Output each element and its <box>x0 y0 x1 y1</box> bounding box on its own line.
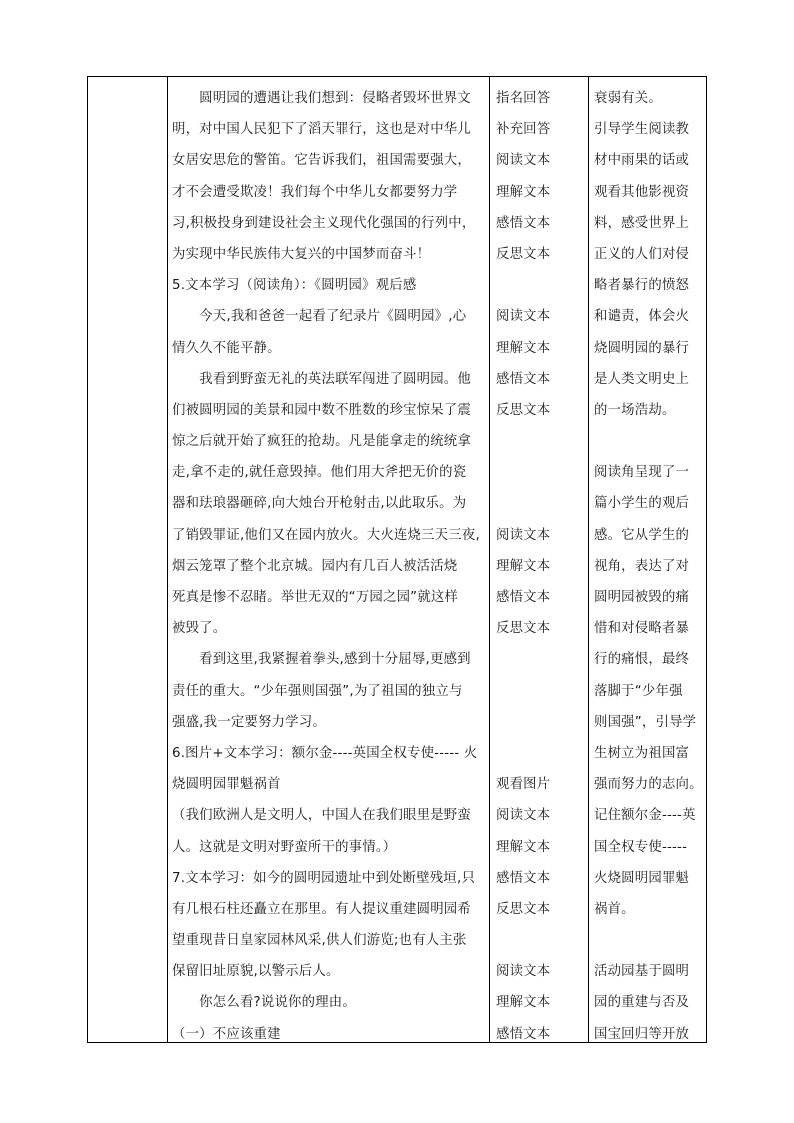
activity-line <box>496 707 588 738</box>
design-intent-column <box>594 83 704 1050</box>
content-line: 看到这里,我紧握着拳头,感到十分屈辱,更感到 <box>172 652 471 668</box>
content-line: 习,积极投身到建设社会主义现代化强国的行列中， <box>172 215 476 231</box>
content-line: 们被圆明园的美景和园中数不胜数的珍宝惊呆了震 <box>172 402 471 418</box>
column-divider <box>489 77 490 1042</box>
content-line: 有几根石柱还矗立在那里。有人提议重建圆明园希 <box>172 901 471 917</box>
activity-line <box>496 925 588 956</box>
activity-line: 感悟文本 <box>496 1026 551 1042</box>
intent-line: 活动园基于圆明 <box>594 964 690 980</box>
intent-line: 感。它从学生的 <box>594 527 690 543</box>
content-line: 死真是惨不忍睹。举世无双的“万园之园”就这样 <box>172 590 459 605</box>
content-line: 烟云笼罩了整个北京城。园内有几百人被活活烧 <box>172 558 458 574</box>
activity-line <box>496 270 588 301</box>
activity-line: 阅读文本 <box>496 153 551 169</box>
content-line: （我们欧洲人是文明人，中国人在我们眼里是野蛮 <box>172 808 471 824</box>
content-line: 人。这就是文明对野蛮所干的事情。） <box>172 839 397 855</box>
activity-line: 补充回答 <box>496 122 551 138</box>
intent-line: 观看其他影视资 <box>594 184 690 200</box>
content-line: 惊之后就开始了疯狂的抢劫。凡是能拿走的统统拿 <box>172 434 471 450</box>
content-line: 器和珐琅器砸碎,向大烛台开枪射击,以此取乐。为 <box>172 496 467 512</box>
intent-line: 材中雨果的话或 <box>594 153 690 169</box>
activity-line: 阅读文本 <box>496 527 551 543</box>
intent-line: 的一场浩劫。 <box>594 402 676 418</box>
intent-line: 惜和对侵略者暴 <box>594 621 690 637</box>
content-line: 被毁了。 <box>172 621 227 637</box>
activity-line: 反思文本 <box>496 901 551 917</box>
activity-line: 观看图片 <box>496 777 551 793</box>
intent-line <box>594 426 704 457</box>
activity-line: 阅读文本 <box>496 964 551 980</box>
intent-line: 篇小学生的观后 <box>594 496 690 512</box>
intent-line: 行的痛恨，最终 <box>594 652 690 668</box>
activity-line <box>496 738 588 769</box>
intent-line: 引导学生阅读教 <box>594 122 690 138</box>
activity-line: 理解文本 <box>496 839 551 855</box>
intent-line: 生树立为祖国富 <box>594 745 690 761</box>
intent-line <box>594 925 704 956</box>
intent-line: 视角，表达了对 <box>594 558 690 574</box>
intent-line: 衰弱有关。 <box>594 91 662 106</box>
intent-line: 强而努力的志向。 <box>594 777 703 793</box>
teaching-content-column <box>172 83 487 1050</box>
column-divider <box>167 77 168 1042</box>
content-line: （一）不应该重建 <box>172 1026 281 1042</box>
activity-line <box>496 644 588 675</box>
activity-line <box>496 426 588 457</box>
content-line: 我看到野蛮无礼的英法联军闯进了圆明园。他 <box>172 371 471 387</box>
content-line: 情久久不能平静。 <box>172 340 281 356</box>
activity-line: 理解文本 <box>496 184 551 200</box>
activity-line: 理解文本 <box>496 995 551 1011</box>
content-line: 望重现昔日皇家园林风采,供人们游览;也有人主张 <box>172 933 467 949</box>
activity-line: 感悟文本 <box>496 590 551 605</box>
activity-line: 阅读文本 <box>496 808 551 824</box>
intent-line: 略者暴行的愤怒 <box>594 278 690 294</box>
activity-line: 感悟文本 <box>496 870 551 886</box>
column-divider <box>588 77 589 1042</box>
intent-line: 是人类文明史上 <box>594 371 690 387</box>
intent-line: 正义的人们对侵 <box>594 246 690 262</box>
content-line: 圆明园的遭遇让我们想到：侵略者毁坏世界文 <box>172 91 471 106</box>
intent-line: 和谴责，体会火 <box>594 309 690 325</box>
intent-line: 阅读角呈现了一 <box>594 465 690 481</box>
intent-line: 园的重建与否及 <box>594 995 690 1011</box>
intent-line: 则国强”，引导学 <box>594 714 697 730</box>
intent-line: 火烧圆明园罪魁 <box>594 870 690 886</box>
lesson-plan-table <box>87 76 707 1043</box>
activity-line: 理解文本 <box>496 558 551 574</box>
activity-line: 感悟文本 <box>496 215 551 231</box>
activity-line <box>496 488 588 519</box>
content-line: 今天,我和爸爸一起看了纪录片《圆明园》,心 <box>172 309 467 325</box>
activity-line <box>496 676 588 707</box>
content-line: 5.文本学习（阅读角）：《圆明园》观后感 <box>172 278 417 294</box>
content-line: 7.文本学习：如今的圆明园遗址中到处断壁残垣,只 <box>172 870 476 886</box>
activity-line: 反思文本 <box>496 246 551 262</box>
intent-line: 记住额尔金----英 <box>594 808 696 824</box>
intent-line: 落脚于“少年强 <box>594 683 683 699</box>
activity-line: 反思文本 <box>496 402 551 418</box>
content-line: 明，对中国人民犯下了滔天罪行，这也是对中华儿 <box>172 122 471 138</box>
intent-line: 圆明园被毁的痛 <box>594 590 690 605</box>
student-activity-column <box>496 83 588 1050</box>
content-line: 6.图片+文本学习：额尔金----英国全权专使----- 火 <box>172 745 478 761</box>
intent-line: 国宝回归等开放 <box>594 1026 690 1042</box>
activity-line: 指名回答 <box>496 91 551 106</box>
content-line: 责任的重大。“少年强则国强”,为了祖国的独立与 <box>172 683 463 699</box>
content-line: 烧圆明园罪魁祸首 <box>172 777 281 793</box>
content-line: 女居安思危的警笛。它告诉我们，祖国需要强大， <box>172 153 471 169</box>
content-line: 为实现中华民族伟大复兴的中国梦而奋斗！ <box>172 246 431 262</box>
content-line: 走,拿不走的,就任意毁掉。他们用大斧把无价的瓷 <box>172 465 467 481</box>
activity-line: 感悟文本 <box>496 371 551 387</box>
content-line: 强盛,我一定要努力学习。 <box>172 714 326 730</box>
content-line: 了销毁罪证,他们又在园内放火。大火连烧三天三夜, <box>172 527 480 543</box>
content-line: 保留旧址原貌,以警示后人。 <box>172 964 340 980</box>
content-line: 你怎么看?说说你的理由。 <box>172 995 356 1011</box>
content-line: 才不会遭受欺凌！我们每个中华儿女都要努力学 <box>172 184 458 200</box>
intent-line: 祸首。 <box>594 901 635 917</box>
activity-line <box>496 457 588 488</box>
activity-line: 反思文本 <box>496 621 551 637</box>
activity-line: 理解文本 <box>496 340 551 356</box>
intent-line: 国全权专使----- <box>594 839 688 855</box>
intent-line: 烧圆明园的暴行 <box>594 340 690 356</box>
intent-line: 料，感受世界上 <box>594 215 690 231</box>
activity-line: 阅读文本 <box>496 309 551 325</box>
